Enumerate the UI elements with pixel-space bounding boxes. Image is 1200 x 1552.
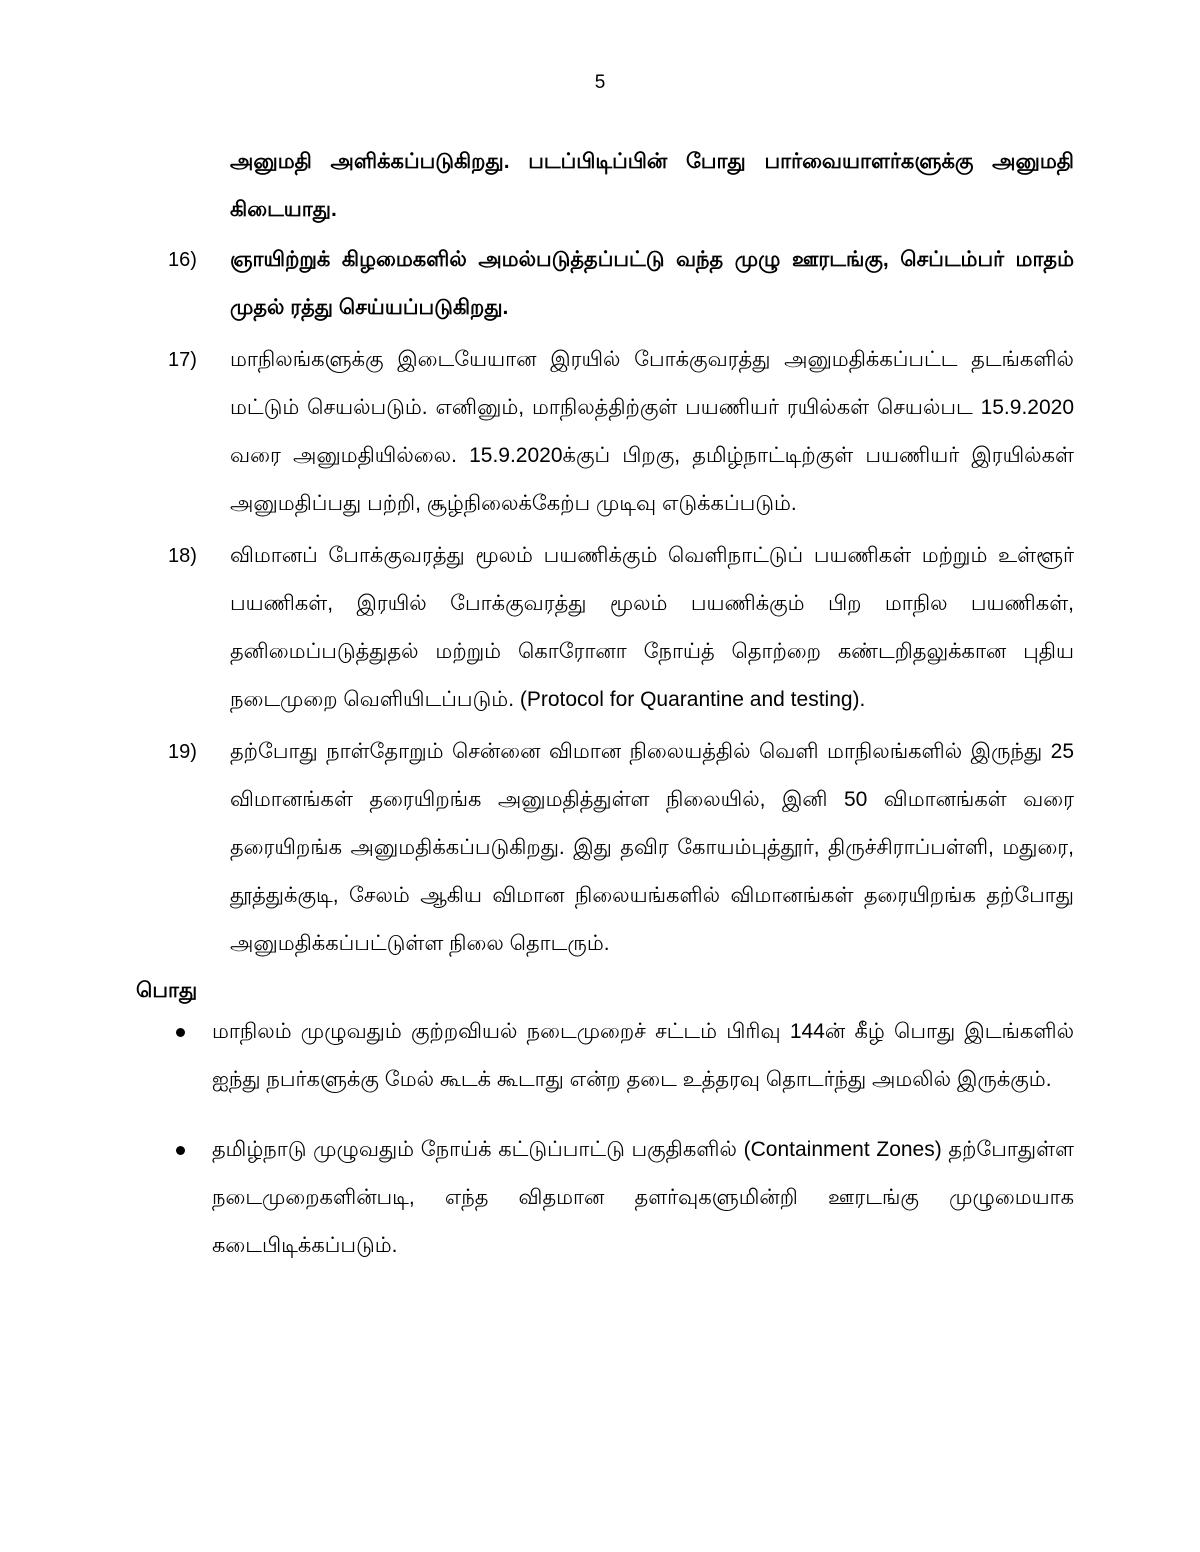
bullet-icon xyxy=(176,1028,185,1037)
bullet-item xyxy=(168,1008,1074,1104)
item-text: ஞாயிற்றுக் கிழமைகளில் அமல்படுத்தப்பட்டு வந்த முழு ஊரடங்கு, செப்டம்பர் மாதம் முதல் ரத்து செய்யப்படுகிறது. xyxy=(230,248,1074,319)
page-number: 5 xyxy=(594,72,606,93)
list-item-17 xyxy=(168,336,1074,528)
list-item-16 xyxy=(168,236,1074,332)
document-body xyxy=(136,138,1074,1270)
bullet-text: தமிழ்நாடு முழுவதும் நோய்க் கட்டுப்பாட்டு பகுதிகளில் (Containment Zones) தற்போதுள்ள நடைமுறைகளின்படி, எந்த விதமான தளர்வுகளுமின்றி ஊரடங்கு முழுமையாக கடைபிடிக்கப்படும். xyxy=(212,1138,1074,1257)
list-item-18 xyxy=(168,532,1074,724)
section-heading-general: பொது xyxy=(136,979,198,1002)
list-item-19 xyxy=(168,728,1074,968)
item-number: 16) xyxy=(168,249,197,271)
item-text: தற்போது நாள்தோறும் சென்னை விமான நிலையத்தில் வெளி மாநிலங்களில் இருந்து 25 விமானங்கள் தரையிறங்க அனுமதித்துள்ள நிலையில், இனி 50 விமானங்கள் வரை தரையிறங்க அனுமதிக்கப்படுகிறது. இது தவிர கோயம்புத்தூர், திருச்சிராப்பள்ளி, மதுரை, தூத்துக்குடி, சேலம் ஆகிய விமான நிலையங்களில் விமானங்கள் தரையிறங்க தற்போது அனுமதிக்கப்பட்டுள்ள நிலை தொடரும். xyxy=(230,740,1074,955)
item-text: மாநிலங்களுக்கு இடையேயான இரயில் போக்குவரத்து அனுமதிக்கப்பட்ட தடங்களில் மட்டும் செயல்படும். எனினும், மாநிலத்திற்குள் பயணியர் ரயில்கள் செயல்பட 15.9.2020 வரை அனுமதியில்லை. 15.9.2020க்குப் பிறகு, தமிழ்நாட்டிற்குள் பயணியர் இரயில்கள் அனுமதிப்பது பற்றி, சூழ்நிலைக்கேற்ப முடிவு எடுக்கப்படும். xyxy=(230,348,1074,515)
item-number: 17) xyxy=(168,349,197,371)
item-number: 19) xyxy=(168,741,197,763)
bullet-icon xyxy=(176,1146,185,1155)
item-text: விமானப் போக்குவரத்து மூலம் பயணிக்கும் வெளிநாட்டுப் பயணிகள் மற்றும் உள்ளூர் பயணிகள், இரயில் போக்குவரத்து மூலம் பயணிக்கும் பிற மாநில பயணிகள், தனிமைப்படுத்துதல் மற்றும் கொரோனா நோய்த் தொற்றை கண்டறிதலுக்கான புதிய நடைமுறை வெளியிடப்படும். (Protocol for Quarantine and testing). xyxy=(230,544,1074,711)
bullet-text: மாநிலம் முழுவதும் குற்றவியல் நடைமுறைச் சட்டம் பிரிவு 144ன் கீழ் பொது இடங்களில் ஐந்து நபர்களுக்கு மேல் கூடக் கூடாது என்ற தடை உத்தரவு தொடர்ந்து அமலில் இருக்கும். xyxy=(212,1020,1074,1091)
bullet-item xyxy=(168,1126,1074,1270)
continuation-paragraph: அனுமதி அளிக்கப்படுகிறது. படப்பிடிப்பின் போது பார்வையாளர்களுக்கு அனுமதி கிடையாது. xyxy=(230,150,1074,221)
item-number: 18) xyxy=(168,545,197,567)
